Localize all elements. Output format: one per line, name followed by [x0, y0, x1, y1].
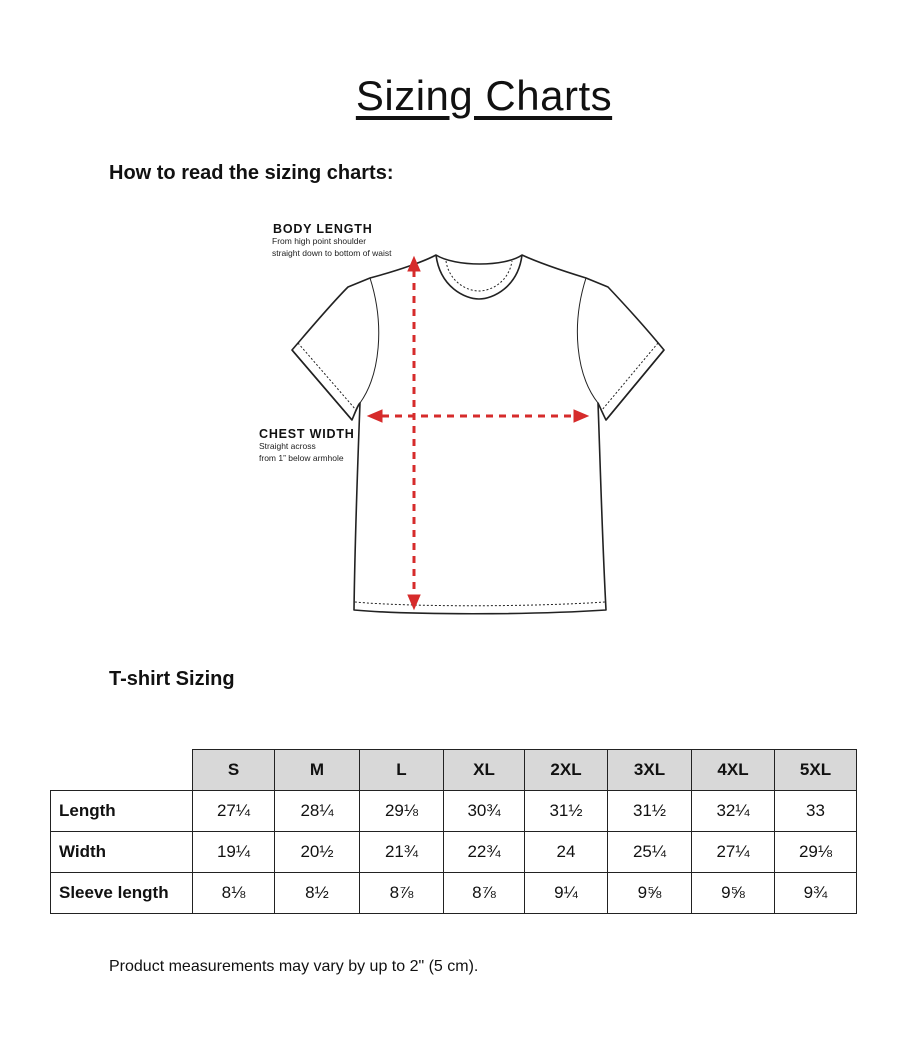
table-cell: 24: [525, 832, 608, 873]
table-cell: 30¾: [444, 791, 525, 832]
table-cell: 20½: [275, 832, 360, 873]
size-header: XL: [444, 750, 525, 791]
size-header: 2XL: [525, 750, 608, 791]
size-header: 3XL: [608, 750, 692, 791]
size-header: M: [275, 750, 360, 791]
row-label: Sleeve length: [51, 873, 193, 914]
table-cell: 8⅞: [360, 873, 444, 914]
table-cell: 9¾: [775, 873, 857, 914]
table-cell: 9⅝: [692, 873, 775, 914]
table-row: [51, 791, 857, 832]
row-label: Width: [51, 832, 193, 873]
table-cell: 9¼: [525, 873, 608, 914]
size-header: S: [193, 750, 275, 791]
body-length-desc-2: straight down to bottom of waist: [272, 248, 392, 258]
table-cell: 8⅛: [193, 873, 275, 914]
table-cell: 28¼: [275, 791, 360, 832]
size-header: 4XL: [692, 750, 775, 791]
table-cell: 8⅞: [444, 873, 525, 914]
table-cell: 19¼: [193, 832, 275, 873]
table-cell: 29⅛: [360, 791, 444, 832]
table-cell: 22¾: [444, 832, 525, 873]
table-header-row: [51, 750, 857, 791]
table-cell: 25¼: [608, 832, 692, 873]
table-cell: 8½: [275, 873, 360, 914]
chest-width-label: CHEST WIDTH: [259, 427, 355, 441]
table-cell: 21¾: [360, 832, 444, 873]
table-row: [51, 832, 857, 873]
body-length-label: BODY LENGTH: [273, 222, 373, 236]
size-header: 5XL: [775, 750, 857, 791]
body-length-desc-1: From high point shoulder: [272, 236, 367, 246]
table-cell: 9⅝: [608, 873, 692, 914]
row-label: Length: [51, 791, 193, 832]
chest-width-desc-2: from 1” below armhole: [259, 453, 344, 463]
table-cell: 27¼: [193, 791, 275, 832]
how-to-read-heading: How to read the sizing charts:: [109, 162, 394, 184]
table-cell: 31½: [608, 791, 692, 832]
table-row: [51, 873, 857, 914]
page-title: Sizing Charts: [355, 72, 613, 119]
measurement-note: Product measurements may vary by up to 2" (5 cm).: [109, 958, 479, 975]
table-cell: 33: [775, 791, 857, 832]
table-cell: 31½: [525, 791, 608, 832]
chest-width-desc-1: Straight across: [259, 441, 316, 451]
tshirt-sizing-heading: T-shirt Sizing: [109, 668, 235, 690]
sizing-table: [50, 749, 857, 914]
table-cell: 27¼: [692, 832, 775, 873]
size-header: L: [360, 750, 444, 791]
table-cell: 29⅛: [775, 832, 857, 873]
table-cell: 32¼: [692, 791, 775, 832]
tshirt-diagram: [250, 215, 680, 645]
